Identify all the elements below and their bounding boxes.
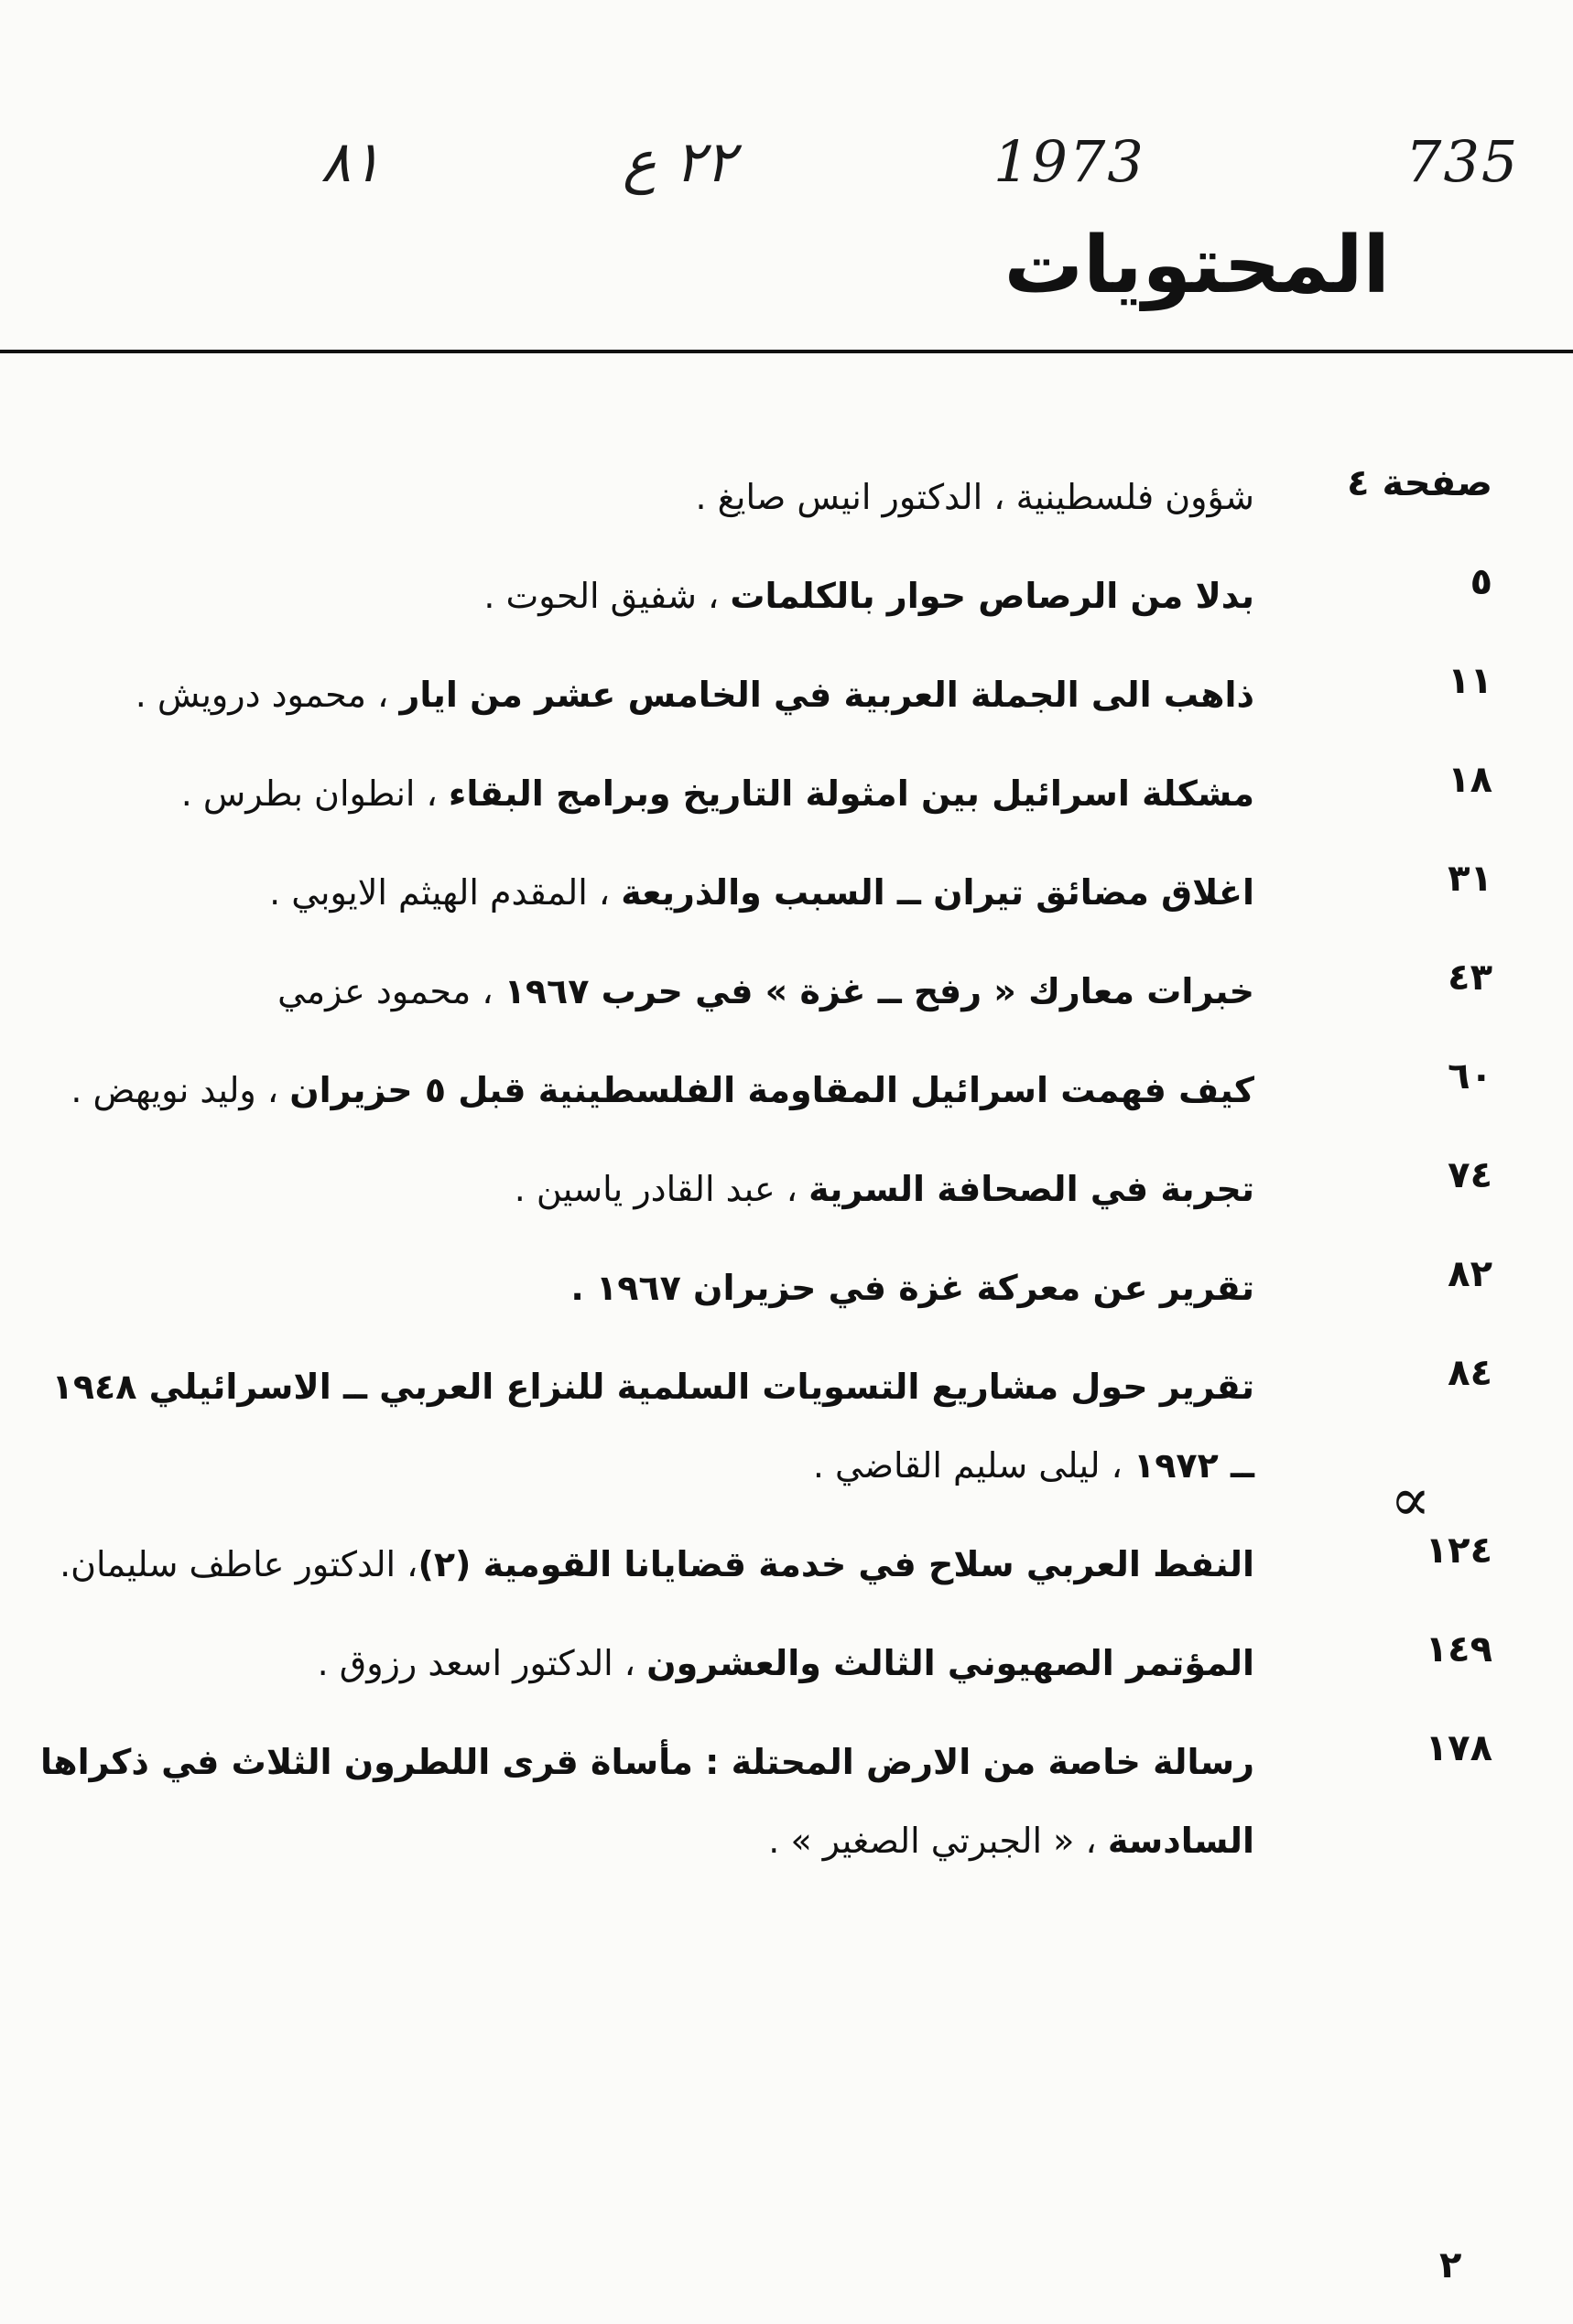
handwritten-year: 1973 bbox=[993, 128, 1145, 195]
entry-title: المؤتمر الصهيوني الثالث والعشرون bbox=[646, 1643, 1254, 1683]
page-number-ref: ١٢٤ bbox=[1425, 1530, 1492, 1572]
toc-entry: ٥ بدلا من الرصاص حوار بالكلمات ، شفيق الحوت . bbox=[27, 557, 1492, 635]
entry-title: اغلاق مضائق تيران ــ السبب والذريعة bbox=[621, 872, 1254, 913]
entry-author: الدكتور عاطف سليمان. bbox=[60, 1544, 396, 1584]
toc-entry: ٣١ اغلاق مضائق تيران ــ السبب والذريعة ، المقدم الهيثم الايوبي . bbox=[27, 853, 1492, 932]
entry-author: الدكتور اسعد رزوق . bbox=[317, 1643, 613, 1683]
page-number-ref: ٧٤ bbox=[1448, 1154, 1492, 1196]
handwritten-number: 735 bbox=[1405, 128, 1520, 195]
entry-author: انطوان بطرس . bbox=[180, 773, 416, 814]
page-number-ref: ٦٠ bbox=[1448, 1055, 1492, 1097]
toc-entry: ٦٠ كيف فهمت اسرائيل المقاومة الفلسطينية قبل ٥ حزيران ، وليد نويهض . bbox=[27, 1051, 1492, 1130]
page-number-ref: ٥ bbox=[1470, 561, 1492, 603]
toc-entry: ١٧٨ رسالة خاصة من الارض المحتلة : مأساة قرى اللطرون الثلاث في ذكراها السادسة ، « الجبرتي الصغير » . bbox=[27, 1723, 1492, 1880]
entry-author: محمود درويش . bbox=[135, 675, 367, 715]
page-number-ref: ١١ bbox=[1448, 660, 1492, 702]
page-number-ref: ١٨ bbox=[1448, 759, 1492, 801]
entry-title: تقرير عن معركة غزة في حزيران ١٩٦٧ . bbox=[570, 1268, 1254, 1308]
toc-entry: صفحة ٤ شؤون فلسطينية ، الدكتور انيس صايغ . bbox=[27, 458, 1492, 536]
page-number-ref: ٤٣ bbox=[1448, 957, 1492, 999]
entry-title: ذاهب الى الجملة العربية في الخامس عشر من ايار bbox=[399, 675, 1254, 715]
page-number-ref: صفحة ٤ bbox=[1347, 462, 1492, 504]
page-number-ref: ١٤٩ bbox=[1425, 1628, 1492, 1670]
page-number-ref: ١٧٨ bbox=[1425, 1727, 1492, 1769]
entry-author: الدكتور انيس صايغ . bbox=[695, 477, 983, 517]
entry-author: « الجبرتي الصغير » . bbox=[768, 1821, 1075, 1861]
toc-entry: ١٤٩ المؤتمر الصهيوني الثالث والعشرون ، الدكتور اسعد رزوق . bbox=[27, 1624, 1492, 1702]
toc-entry: ١٨ مشكلة اسرائيل بين امثولة التاريخ وبرامج البقاء ، انطوان بطرس . bbox=[27, 754, 1492, 833]
page-number-ref: ٣١ bbox=[1448, 858, 1492, 900]
entry-title: بدلا من الرصاص حوار بالكلمات bbox=[730, 576, 1254, 616]
entry-title: تقرير حول مشاريع التسويات السلمية للنزاع العربي ــ الاسرائيلي ١٩٤٨ ــ ١٩٧٢ bbox=[51, 1367, 1254, 1486]
entry-title: مشكلة اسرائيل بين امثولة التاريخ وبرامج البقاء bbox=[448, 773, 1254, 814]
entry-title: كيف فهمت اسرائيل المقاومة الفلسطينية قبل ٥ حزيران bbox=[289, 1070, 1254, 1110]
handwritten-note-1: ٨١ bbox=[320, 128, 382, 195]
entry-author: شفيق الحوت . bbox=[483, 576, 697, 616]
table-of-contents bbox=[27, 458, 1492, 1900]
entry-author: ليلى سليم القاضي . bbox=[812, 1445, 1101, 1486]
page-number: ٢ bbox=[1439, 2244, 1462, 2286]
toc-entry: ٤٣ خبرات معارك « رفح ــ غزة » في حرب ١٩٦٧ ، محمود عزمي bbox=[27, 952, 1492, 1031]
handwritten-note-2: ٢٢ ع bbox=[623, 128, 736, 195]
toc-entry bbox=[27, 1248, 1492, 1327]
entry-title: تجربة في الصحافة السرية bbox=[808, 1169, 1254, 1209]
page-number-ref: ٨٢ bbox=[1448, 1253, 1492, 1295]
margin-check-mark: ∝ bbox=[1390, 1465, 1431, 1535]
entry-author: المقدم الهيثم الايوبي . bbox=[269, 872, 588, 913]
entry-title: النفط العربي سلاح في خدمة قضايانا القومية (٢) bbox=[418, 1544, 1254, 1584]
page-title: المحتويات bbox=[1003, 220, 1390, 311]
entry-author: محمود عزمي bbox=[277, 971, 472, 1011]
entry-author: عبد القادر ياسين . bbox=[514, 1169, 776, 1209]
title-divider bbox=[0, 350, 1573, 353]
toc-entry: ١١ ذاهب الى الجملة العربية في الخامس عشر من ايار ، محمود درويش . bbox=[27, 655, 1492, 734]
page-number-ref: ٨٤ bbox=[1448, 1352, 1492, 1394]
entry-author: وليد نويهض . bbox=[71, 1070, 256, 1110]
entry-title: رسالة خاصة من الارض المحتلة : مأساة قرى اللطرون الثلاث في ذكراها السادسة bbox=[39, 1742, 1254, 1861]
entry-title: شؤون فلسطينية bbox=[1015, 477, 1254, 517]
toc-entry: ٧٤ تجربة في الصحافة السرية ، عبد القادر ياسين . bbox=[27, 1150, 1492, 1228]
entry-title: خبرات معارك « رفح ــ غزة » في حرب ١٩٦٧ bbox=[504, 971, 1254, 1011]
toc-entry: ٨٤ تقرير حول مشاريع التسويات السلمية للنزاع العربي ــ الاسرائيلي ١٩٤٨ ــ ١٩٧٢ ، ليلى سليم القاضي . bbox=[27, 1347, 1492, 1505]
toc-entry: ١٢٤ النفط العربي سلاح في خدمة قضايانا القومية (٢)، الدكتور عاطف سليمان. bbox=[27, 1525, 1492, 1604]
